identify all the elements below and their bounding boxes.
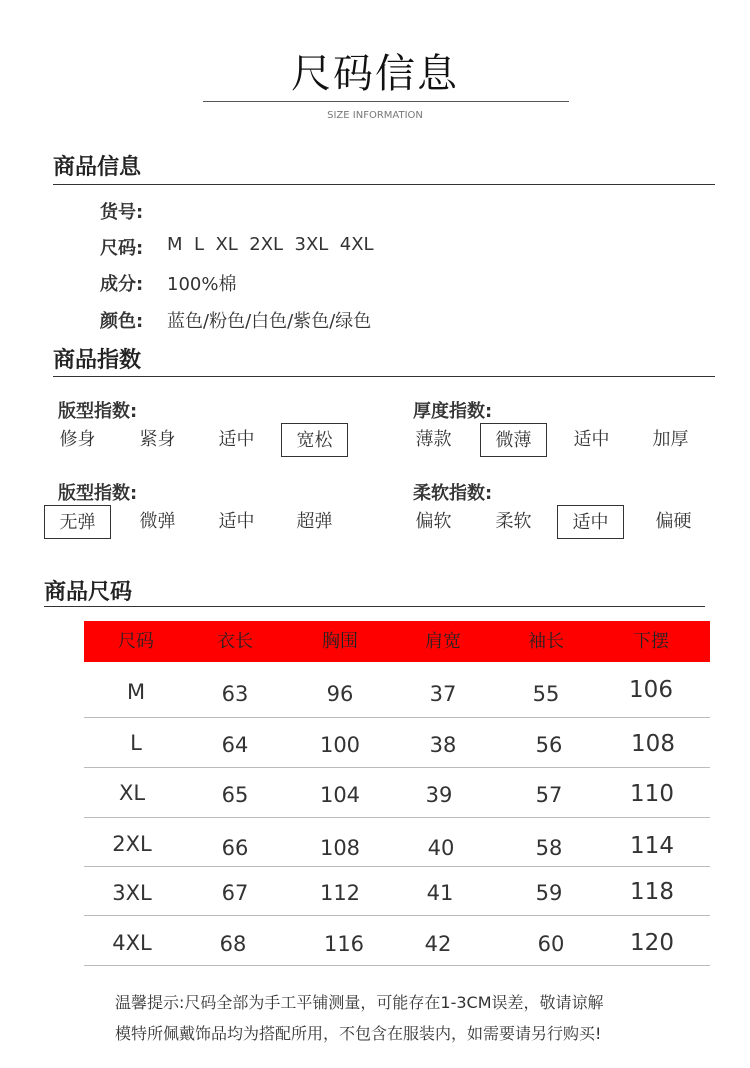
table-cell: 41: [426, 881, 454, 905]
table-cell: 100: [319, 733, 361, 757]
table-cell: 42: [424, 932, 452, 956]
table-cell: M: [126, 680, 146, 704]
column-header-length: 衣长: [217, 631, 253, 652]
title-divider: [203, 101, 569, 102]
stretch-option-high: 超弹: [296, 511, 333, 532]
size-value: M L XL 2XL 3XL 4XL: [167, 234, 374, 255]
table-cell: 66: [221, 836, 249, 860]
row-divider: [84, 866, 710, 867]
table-cell: 63: [221, 682, 249, 706]
product-info-heading: 商品信息: [53, 155, 142, 180]
size-table-heading: 商品尺码: [44, 580, 133, 605]
fit-option-slim: 修身: [59, 429, 96, 450]
row-divider: [84, 717, 710, 718]
stretch-index-title: 版型指数:: [58, 483, 138, 504]
size-label: 尺码:: [100, 238, 144, 259]
table-cell: 118: [630, 879, 674, 905]
table-cell: 4XL: [112, 931, 152, 955]
table-cell: 65: [221, 783, 249, 807]
row-divider: [84, 767, 710, 768]
table-cell: 108: [631, 731, 675, 757]
fit-option-tight: 紧身: [139, 429, 176, 450]
material-value: 100%棉: [167, 274, 237, 295]
size-table-header: [84, 621, 710, 662]
table-cell: 2XL: [112, 832, 152, 856]
table-cell: 104: [319, 783, 361, 807]
table-cell: 3XL: [112, 881, 152, 905]
fit-option-loose-selected: 宽松: [281, 423, 348, 457]
table-cell: 68: [219, 932, 247, 956]
column-header-size: 尺码: [118, 631, 154, 652]
indices-divider: [53, 376, 715, 377]
page-subtitle: SIZE INFORMATION: [327, 110, 423, 121]
column-header-shoulder: 肩宽: [425, 631, 461, 652]
table-cell: XL: [118, 781, 146, 805]
softness-option-soft: 偏软: [415, 511, 452, 532]
size-note-line-2: 模特所佩戴饰品均为搭配所用，不包含在服装内，如需要请另行购买!: [115, 1024, 602, 1043]
table-cell: 110: [630, 781, 674, 807]
table-cell: 112: [319, 881, 361, 905]
table-cell: 60: [537, 932, 565, 956]
table-cell: 37: [429, 682, 457, 706]
table-cell: 55: [532, 682, 560, 706]
table-cell: 38: [429, 733, 457, 757]
row-divider: [84, 817, 710, 818]
table-cell: 59: [535, 881, 563, 905]
table-cell: 57: [535, 783, 563, 807]
page-title: 尺码信息: [291, 51, 459, 97]
size-table-divider: [44, 606, 705, 607]
table-cell: L: [130, 731, 142, 755]
product-info-divider: [53, 184, 715, 185]
table-cell: 39: [425, 783, 453, 807]
sku-label: 货号:: [100, 202, 144, 223]
softness-option-firm: 偏硬: [655, 511, 692, 532]
color-label: 颜色:: [100, 311, 144, 332]
stretch-option-slight: 微弹: [139, 511, 176, 532]
column-header-hem: 下摆: [633, 631, 669, 652]
column-header-sleeve: 袖长: [528, 631, 564, 652]
thickness-option-thin: 薄款: [415, 429, 452, 450]
row-divider: [84, 915, 710, 916]
stretch-option-regular: 适中: [218, 511, 255, 532]
column-header-chest: 胸围: [322, 631, 358, 652]
table-cell: 58: [535, 836, 563, 860]
thickness-option-slightly-thin-selected: 微薄: [480, 423, 547, 457]
softness-option-regular-selected: 适中: [557, 505, 624, 539]
table-cell: 108: [319, 836, 361, 860]
softness-index-title: 柔软指数:: [413, 483, 493, 504]
table-cell: 56: [535, 733, 563, 757]
table-cell: 67: [221, 881, 249, 905]
table-cell: 116: [323, 932, 365, 956]
stretch-option-none-selected: 无弹: [44, 505, 111, 539]
fit-option-regular: 适中: [218, 429, 255, 450]
table-cell: 114: [630, 833, 674, 859]
color-value: 蓝色/粉色/白色/紫色/绿色: [167, 311, 372, 332]
thickness-option-thick: 加厚: [652, 429, 689, 450]
size-note-line-1: 温馨提示:尺码全部为手工平铺测量，可能存在1-3CM误差，敬请谅解: [115, 993, 604, 1012]
material-label: 成分:: [100, 274, 144, 295]
row-divider: [84, 965, 710, 966]
thickness-index-title: 厚度指数:: [413, 401, 493, 422]
thickness-option-regular: 适中: [573, 429, 610, 450]
table-cell: 40: [427, 836, 455, 860]
table-cell: 64: [221, 733, 249, 757]
indices-heading: 商品指数: [53, 348, 142, 373]
fit-index-title: 版型指数:: [58, 401, 138, 422]
table-cell: 96: [326, 682, 354, 706]
softness-option-very-soft: 柔软: [495, 511, 532, 532]
table-cell: 106: [629, 677, 673, 703]
table-cell: 120: [630, 930, 674, 956]
